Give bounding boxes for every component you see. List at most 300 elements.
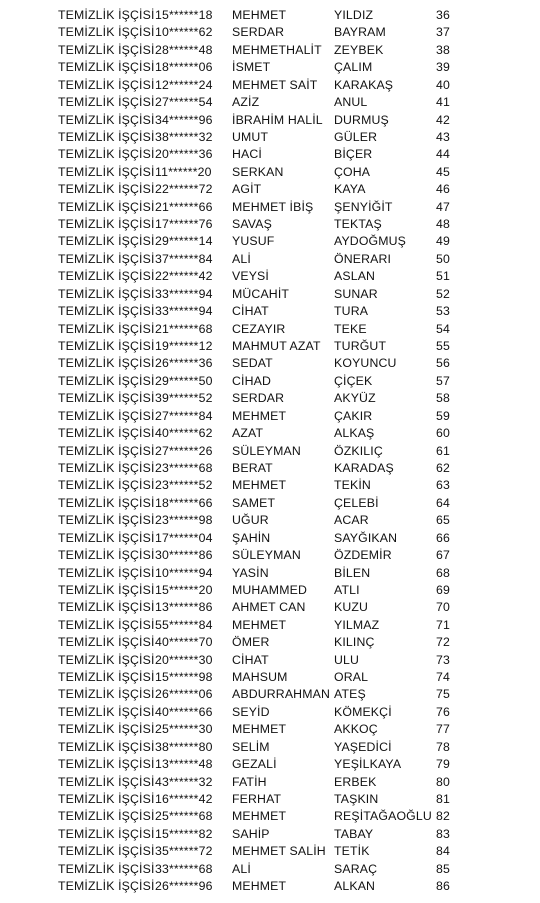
- first-name-cell: MEHMET: [232, 478, 287, 493]
- last-name-cell: ERBEK: [334, 774, 377, 789]
- row-number-cell: 83: [436, 826, 450, 841]
- last-name-cell: ÇALIM: [334, 60, 373, 75]
- job-title-cell: TEMİZLİK İŞÇİSİ: [58, 652, 155, 667]
- masked-id-cell: 15******20: [155, 582, 213, 597]
- job-title-cell: TEMİZLİK İŞÇİSİ: [58, 774, 155, 789]
- job-title-cell: TEMİZLİK İŞÇİSİ: [58, 112, 155, 127]
- last-name-cell: ÖZKILIÇ: [334, 443, 383, 458]
- table-row: [0, 146, 540, 163]
- row-number-cell: 43: [436, 129, 450, 144]
- masked-id-cell: 18******06: [155, 60, 213, 75]
- table-row: [0, 77, 540, 94]
- first-name-cell: SERDAR: [232, 391, 285, 406]
- row-number-cell: 42: [436, 112, 450, 127]
- last-name-cell: BİÇER: [334, 147, 373, 162]
- masked-id-cell: 34******96: [155, 112, 213, 127]
- masked-id-cell: 55******84: [155, 617, 213, 632]
- row-number-cell: 80: [436, 774, 450, 789]
- first-name-cell: CİHAD: [232, 373, 272, 388]
- first-name-cell: VEYSİ: [232, 269, 269, 284]
- first-name-cell: AHMET CAN: [232, 600, 306, 615]
- last-name-cell: TURĞUT: [334, 339, 387, 354]
- table-row: [0, 425, 540, 442]
- masked-id-cell: 38******80: [155, 739, 213, 754]
- first-name-cell: BERAT: [232, 460, 273, 475]
- table-row: [0, 129, 540, 146]
- first-name-cell: SAMET: [232, 495, 276, 510]
- first-name-cell: MEHMET: [232, 809, 287, 824]
- job-title-cell: TEMİZLİK İŞÇİSİ: [58, 687, 155, 702]
- last-name-cell: ÖZDEMİR: [334, 548, 392, 563]
- row-number-cell: 62: [436, 460, 450, 475]
- masked-id-cell: 40******62: [155, 426, 213, 441]
- table-row: [0, 861, 540, 878]
- row-number-cell: 57: [436, 373, 450, 388]
- table-row: [0, 24, 540, 41]
- first-name-cell: MEHMET: [232, 722, 287, 737]
- last-name-cell: AKYÜZ: [334, 391, 376, 406]
- row-number-cell: 54: [436, 321, 450, 336]
- row-number-cell: 48: [436, 217, 450, 232]
- job-title-cell: TEMİZLİK İŞÇİSİ: [58, 879, 155, 894]
- last-name-cell: TABAY: [334, 826, 374, 841]
- row-number-cell: 85: [436, 861, 450, 876]
- job-title-cell: TEMİZLİK İŞÇİSİ: [58, 861, 155, 876]
- table-row: [0, 599, 540, 616]
- first-name-cell: GEZALİ: [232, 757, 277, 772]
- first-name-cell: SAHİP: [232, 826, 270, 841]
- personnel-list-table: [0, 7, 540, 896]
- last-name-cell: ÇİÇEK: [334, 373, 373, 388]
- last-name-cell: YILMAZ: [334, 617, 380, 632]
- job-title-cell: TEMİZLİK İŞÇİSİ: [58, 495, 155, 510]
- last-name-cell: SARAÇ: [334, 861, 378, 876]
- last-name-cell: ULU: [334, 652, 360, 667]
- last-name-cell: TETİK: [334, 844, 370, 859]
- table-row: [0, 617, 540, 634]
- row-number-cell: 58: [436, 391, 450, 406]
- first-name-cell: İBRAHİM HALİL: [232, 112, 323, 127]
- row-number-cell: 50: [436, 251, 450, 266]
- masked-id-cell: 23******68: [155, 460, 213, 475]
- first-name-cell: SERDAR: [232, 25, 285, 40]
- masked-id-cell: 35******72: [155, 844, 213, 859]
- row-number-cell: 75: [436, 687, 450, 702]
- last-name-cell: ALKAŞ: [334, 426, 375, 441]
- first-name-cell: FERHAT: [232, 791, 282, 806]
- table-row: [0, 686, 540, 703]
- masked-id-cell: 19******12: [155, 339, 213, 354]
- last-name-cell: ÖNERARI: [334, 251, 392, 266]
- masked-id-cell: 26******06: [155, 687, 213, 702]
- job-title-cell: TEMİZLİK İŞÇİSİ: [58, 408, 155, 423]
- row-number-cell: 77: [436, 722, 450, 737]
- first-name-cell: MEHMET: [232, 879, 287, 894]
- masked-id-cell: 38******32: [155, 129, 213, 144]
- last-name-cell: ATEŞ: [334, 687, 366, 702]
- masked-id-cell: 27******26: [155, 443, 213, 458]
- table-row: [0, 181, 540, 198]
- first-name-cell: CİHAT: [232, 652, 269, 667]
- job-title-cell: TEMİZLİK İŞÇİSİ: [58, 60, 155, 75]
- row-number-cell: 65: [436, 513, 450, 528]
- row-number-cell: 70: [436, 600, 450, 615]
- table-row: [0, 652, 540, 669]
- row-number-cell: 39: [436, 60, 450, 75]
- masked-id-cell: 17******04: [155, 530, 213, 545]
- last-name-cell: KOYUNCU: [334, 356, 397, 371]
- row-number-cell: 76: [436, 704, 450, 719]
- masked-id-cell: 18******66: [155, 495, 213, 510]
- masked-id-cell: 10******62: [155, 25, 213, 40]
- first-name-cell: HACİ: [232, 147, 262, 162]
- job-title-cell: TEMİZLİK İŞÇİSİ: [58, 199, 155, 214]
- row-number-cell: 53: [436, 304, 450, 319]
- row-number-cell: 74: [436, 670, 450, 685]
- first-name-cell: YASİN: [232, 565, 269, 580]
- row-number-cell: 69: [436, 582, 450, 597]
- row-number-cell: 63: [436, 478, 450, 493]
- last-name-cell: BAYRAM: [334, 25, 386, 40]
- first-name-cell: FATİH: [232, 774, 267, 789]
- first-name-cell: MEHMETHALİT: [232, 42, 322, 57]
- job-title-cell: TEMİZLİK İŞÇİSİ: [58, 217, 155, 232]
- last-name-cell: AYDOĞMUŞ: [334, 234, 407, 249]
- job-title-cell: TEMİZLİK İŞÇİSİ: [58, 530, 155, 545]
- table-row: [0, 791, 540, 808]
- masked-id-cell: 25******68: [155, 809, 213, 824]
- job-title-cell: TEMİZLİK İŞÇİSİ: [58, 251, 155, 266]
- table-row: [0, 808, 540, 825]
- masked-id-cell: 11******20: [155, 164, 212, 179]
- masked-id-cell: 21******66: [155, 199, 213, 214]
- first-name-cell: MEHMET: [232, 617, 287, 632]
- job-title-cell: TEMİZLİK İŞÇİSİ: [58, 582, 155, 597]
- table-row: [0, 878, 540, 895]
- masked-id-cell: 12******24: [155, 77, 213, 92]
- row-number-cell: 66: [436, 530, 450, 545]
- last-name-cell: KAYA: [334, 182, 366, 197]
- masked-id-cell: 30******86: [155, 548, 213, 563]
- job-title-cell: TEMİZLİK İŞÇİSİ: [58, 8, 155, 22]
- last-name-cell: TEKE: [334, 321, 367, 336]
- last-name-cell: ŞENYİĞİT: [334, 199, 393, 214]
- first-name-cell: ALİ: [232, 251, 251, 266]
- row-number-cell: 67: [436, 548, 450, 563]
- table-row: [0, 634, 540, 651]
- table-row: [0, 233, 540, 250]
- first-name-cell: MEHMET: [232, 408, 287, 423]
- job-title-cell: TEMİZLİK İŞÇİSİ: [58, 42, 155, 57]
- job-title-cell: TEMİZLİK İŞÇİSİ: [58, 77, 155, 92]
- masked-id-cell: 15******18: [155, 8, 213, 22]
- masked-id-cell: 40******70: [155, 635, 213, 650]
- first-name-cell: ABDURRAHMAN: [232, 687, 330, 702]
- masked-id-cell: 28******48: [155, 42, 213, 57]
- first-name-cell: SAVAŞ: [232, 217, 272, 232]
- table-row: [0, 512, 540, 529]
- row-number-cell: 47: [436, 199, 450, 214]
- last-name-cell: SAYĞIKAN: [334, 530, 398, 545]
- masked-id-cell: 23******98: [155, 513, 213, 528]
- masked-id-cell: 37******84: [155, 251, 213, 266]
- first-name-cell: SÜLEYMAN: [232, 443, 301, 458]
- masked-id-cell: 26******36: [155, 356, 213, 371]
- job-title-cell: TEMİZLİK İŞÇİSİ: [58, 548, 155, 563]
- masked-id-cell: 10******94: [155, 565, 213, 580]
- job-title-cell: TEMİZLİK İŞÇİSİ: [58, 321, 155, 336]
- last-name-cell: KARAKAŞ: [334, 77, 394, 92]
- row-number-cell: 84: [436, 844, 450, 859]
- first-name-cell: MEHMET SAİT: [232, 77, 318, 92]
- job-title-cell: TEMİZLİK İŞÇİSİ: [58, 286, 155, 301]
- job-title-cell: TEMİZLİK İŞÇİSİ: [58, 164, 155, 179]
- job-title-cell: TEMİZLİK İŞÇİSİ: [58, 373, 155, 388]
- last-name-cell: YILDIZ: [334, 8, 374, 22]
- job-title-cell: TEMİZLİK İŞÇİSİ: [58, 826, 155, 841]
- masked-id-cell: 26******96: [155, 879, 213, 894]
- last-name-cell: ALKAN: [334, 879, 376, 894]
- job-title-cell: TEMİZLİK İŞÇİSİ: [58, 809, 155, 824]
- row-number-cell: 52: [436, 286, 450, 301]
- first-name-cell: SEYİD: [232, 704, 270, 719]
- masked-id-cell: 20******36: [155, 147, 213, 162]
- job-title-cell: TEMİZLİK İŞÇİSİ: [58, 617, 155, 632]
- masked-id-cell: 15******82: [155, 826, 213, 841]
- table-row: [0, 477, 540, 494]
- table-row: [0, 739, 540, 756]
- table-row: [0, 94, 540, 111]
- job-title-cell: TEMİZLİK İŞÇİSİ: [58, 478, 155, 493]
- table-row: [0, 530, 540, 547]
- last-name-cell: KARADAŞ: [334, 460, 394, 475]
- row-number-cell: 41: [436, 95, 450, 110]
- row-number-cell: 44: [436, 147, 450, 162]
- last-name-cell: ÇOHA: [334, 164, 371, 179]
- job-title-cell: TEMİZLİK İŞÇİSİ: [58, 757, 155, 772]
- masked-id-cell: 33******94: [155, 304, 213, 319]
- table-row: [0, 826, 540, 843]
- job-title-cell: TEMİZLİK İŞÇİSİ: [58, 635, 155, 650]
- last-name-cell: GÜLER: [334, 129, 378, 144]
- last-name-cell: ATLI: [334, 582, 360, 597]
- table-row: [0, 199, 540, 216]
- table-row: [0, 843, 540, 860]
- first-name-cell: ALİ: [232, 861, 251, 876]
- table-row: [0, 59, 540, 76]
- table-row: [0, 42, 540, 59]
- first-name-cell: ŞAHİN: [232, 530, 271, 545]
- last-name-cell: YAŞEDİCİ: [334, 739, 392, 754]
- job-title-cell: TEMİZLİK İŞÇİSİ: [58, 147, 155, 162]
- table-row: [0, 547, 540, 564]
- masked-id-cell: 27******54: [155, 95, 213, 110]
- masked-id-cell: 27******84: [155, 408, 213, 423]
- row-number-cell: 64: [436, 495, 450, 510]
- masked-id-cell: 22******72: [155, 182, 213, 197]
- table-row: [0, 164, 540, 181]
- table-row: [0, 443, 540, 460]
- table-row: [0, 373, 540, 390]
- last-name-cell: ANUL: [334, 95, 368, 110]
- row-number-cell: 46: [436, 182, 450, 197]
- masked-id-cell: 23******52: [155, 478, 213, 493]
- job-title-cell: TEMİZLİK İŞÇİSİ: [58, 565, 155, 580]
- job-title-cell: TEMİZLİK İŞÇİSİ: [58, 25, 155, 40]
- masked-id-cell: 29******14: [155, 234, 213, 249]
- masked-id-cell: 20******30: [155, 652, 213, 667]
- first-name-cell: AZAT: [232, 426, 264, 441]
- last-name-cell: YEŞİLKAYA: [334, 757, 402, 772]
- table-row: [0, 460, 540, 477]
- first-name-cell: MEHMET: [232, 8, 287, 22]
- table-row: [0, 774, 540, 791]
- job-title-cell: TEMİZLİK İŞÇİSİ: [58, 269, 155, 284]
- last-name-cell: KUZU: [334, 600, 369, 615]
- last-name-cell: ÇAKIR: [334, 408, 373, 423]
- job-title-cell: TEMİZLİK İŞÇİSİ: [58, 460, 155, 475]
- first-name-cell: YUSUF: [232, 234, 275, 249]
- last-name-cell: SUNAR: [334, 286, 378, 301]
- first-name-cell: ÖMER: [232, 635, 270, 650]
- table-row: [0, 338, 540, 355]
- masked-id-cell: 29******50: [155, 373, 213, 388]
- last-name-cell: TEKİN: [334, 478, 371, 493]
- last-name-cell: ZEYBEK: [334, 42, 384, 57]
- masked-id-cell: 13******86: [155, 600, 213, 615]
- masked-id-cell: 33******94: [155, 286, 213, 301]
- first-name-cell: SÜLEYMAN: [232, 548, 301, 563]
- job-title-cell: TEMİZLİK İŞÇİSİ: [58, 739, 155, 754]
- row-number-cell: 79: [436, 757, 450, 772]
- row-number-cell: 45: [436, 164, 450, 179]
- last-name-cell: ASLAN: [334, 269, 376, 284]
- masked-id-cell: 13******48: [155, 757, 213, 772]
- row-number-cell: 36: [436, 8, 450, 22]
- job-title-cell: TEMİZLİK İŞÇİSİ: [58, 670, 155, 685]
- masked-id-cell: 33******68: [155, 861, 213, 876]
- table-row: [0, 112, 540, 129]
- last-name-cell: KILINÇ: [334, 635, 375, 650]
- last-name-cell: BİLEN: [334, 565, 371, 580]
- row-number-cell: 68: [436, 565, 450, 580]
- job-title-cell: TEMİZLİK İŞÇİSİ: [58, 339, 155, 354]
- table-row: [0, 321, 540, 338]
- job-title-cell: TEMİZLİK İŞÇİSİ: [58, 304, 155, 319]
- row-number-cell: 55: [436, 339, 450, 354]
- last-name-cell: TAŞKIN: [334, 791, 379, 806]
- table-row: [0, 390, 540, 407]
- first-name-cell: UMUT: [232, 129, 269, 144]
- job-title-cell: TEMİZLİK İŞÇİSİ: [58, 391, 155, 406]
- masked-id-cell: 40******66: [155, 704, 213, 719]
- first-name-cell: UĞUR: [232, 513, 269, 528]
- masked-id-cell: 43******32: [155, 774, 213, 789]
- first-name-cell: MAHSUM: [232, 670, 288, 685]
- job-title-cell: TEMİZLİK İŞÇİSİ: [58, 182, 155, 197]
- table-row: [0, 565, 540, 582]
- first-name-cell: SELİM: [232, 739, 270, 754]
- row-number-cell: 86: [436, 879, 450, 894]
- masked-id-cell: 21******68: [155, 321, 213, 336]
- last-name-cell: REŞİTAĞAOĞLU: [334, 809, 432, 824]
- job-title-cell: TEMİZLİK İŞÇİSİ: [58, 443, 155, 458]
- masked-id-cell: 39******52: [155, 391, 213, 406]
- row-number-cell: 40: [436, 77, 450, 92]
- job-title-cell: TEMİZLİK İŞÇİSİ: [58, 704, 155, 719]
- row-number-cell: 78: [436, 739, 450, 754]
- table-row: [0, 721, 540, 738]
- last-name-cell: DURMUŞ: [334, 112, 389, 127]
- table-row: [0, 495, 540, 512]
- first-name-cell: SERKAN: [232, 164, 284, 179]
- job-title-cell: TEMİZLİK İŞÇİSİ: [58, 513, 155, 528]
- row-number-cell: 38: [436, 42, 450, 57]
- last-name-cell: ÇELEBİ: [334, 495, 379, 510]
- row-number-cell: 60: [436, 426, 450, 441]
- row-number-cell: 49: [436, 234, 450, 249]
- job-title-cell: TEMİZLİK İŞÇİSİ: [58, 791, 155, 806]
- last-name-cell: KÖMEKÇİ: [334, 704, 392, 719]
- first-name-cell: CİHAT: [232, 304, 269, 319]
- table-row: [0, 408, 540, 425]
- first-name-cell: MAHMUT AZAT: [232, 339, 321, 354]
- masked-id-cell: 17******76: [155, 217, 213, 232]
- row-number-cell: 59: [436, 408, 450, 423]
- first-name-cell: MUHAMMED: [232, 582, 307, 597]
- row-number-cell: 71: [436, 617, 450, 632]
- table-row: [0, 704, 540, 721]
- row-number-cell: 81: [436, 791, 450, 806]
- table-row: [0, 756, 540, 773]
- row-number-cell: 51: [436, 269, 450, 284]
- masked-id-cell: 16******42: [155, 791, 213, 806]
- row-number-cell: 82: [436, 809, 450, 824]
- row-number-cell: 73: [436, 652, 450, 667]
- last-name-cell: ACAR: [334, 513, 369, 528]
- first-name-cell: MÜCAHİT: [232, 286, 290, 301]
- table-row: [0, 669, 540, 686]
- first-name-cell: İSMET: [232, 60, 271, 75]
- job-title-cell: TEMİZLİK İŞÇİSİ: [58, 95, 155, 110]
- row-number-cell: 72: [436, 635, 450, 650]
- table-row: [0, 355, 540, 372]
- table-row: [0, 303, 540, 320]
- job-title-cell: TEMİZLİK İŞÇİSİ: [58, 426, 155, 441]
- last-name-cell: TEKTAŞ: [334, 217, 382, 232]
- masked-id-cell: 22******42: [155, 269, 213, 284]
- job-title-cell: TEMİZLİK İŞÇİSİ: [58, 234, 155, 249]
- job-title-cell: TEMİZLİK İŞÇİSİ: [58, 129, 155, 144]
- first-name-cell: MEHMET İBİŞ: [232, 199, 314, 214]
- masked-id-cell: 25******30: [155, 722, 213, 737]
- last-name-cell: ORAL: [334, 670, 369, 685]
- last-name-cell: AKKOÇ: [334, 722, 378, 737]
- first-name-cell: AGİT: [232, 182, 262, 197]
- table-row: [0, 216, 540, 233]
- first-name-cell: CEZAYIR: [232, 321, 286, 336]
- table-row: [0, 286, 540, 303]
- job-title-cell: TEMİZLİK İŞÇİSİ: [58, 722, 155, 737]
- table-row: [0, 582, 540, 599]
- masked-id-cell: 15******98: [155, 670, 213, 685]
- last-name-cell: TURA: [334, 304, 369, 319]
- job-title-cell: TEMİZLİK İŞÇİSİ: [58, 356, 155, 371]
- job-title-cell: TEMİZLİK İŞÇİSİ: [58, 600, 155, 615]
- table-row: [0, 268, 540, 285]
- row-number-cell: 56: [436, 356, 450, 371]
- row-number-cell: 61: [436, 443, 450, 458]
